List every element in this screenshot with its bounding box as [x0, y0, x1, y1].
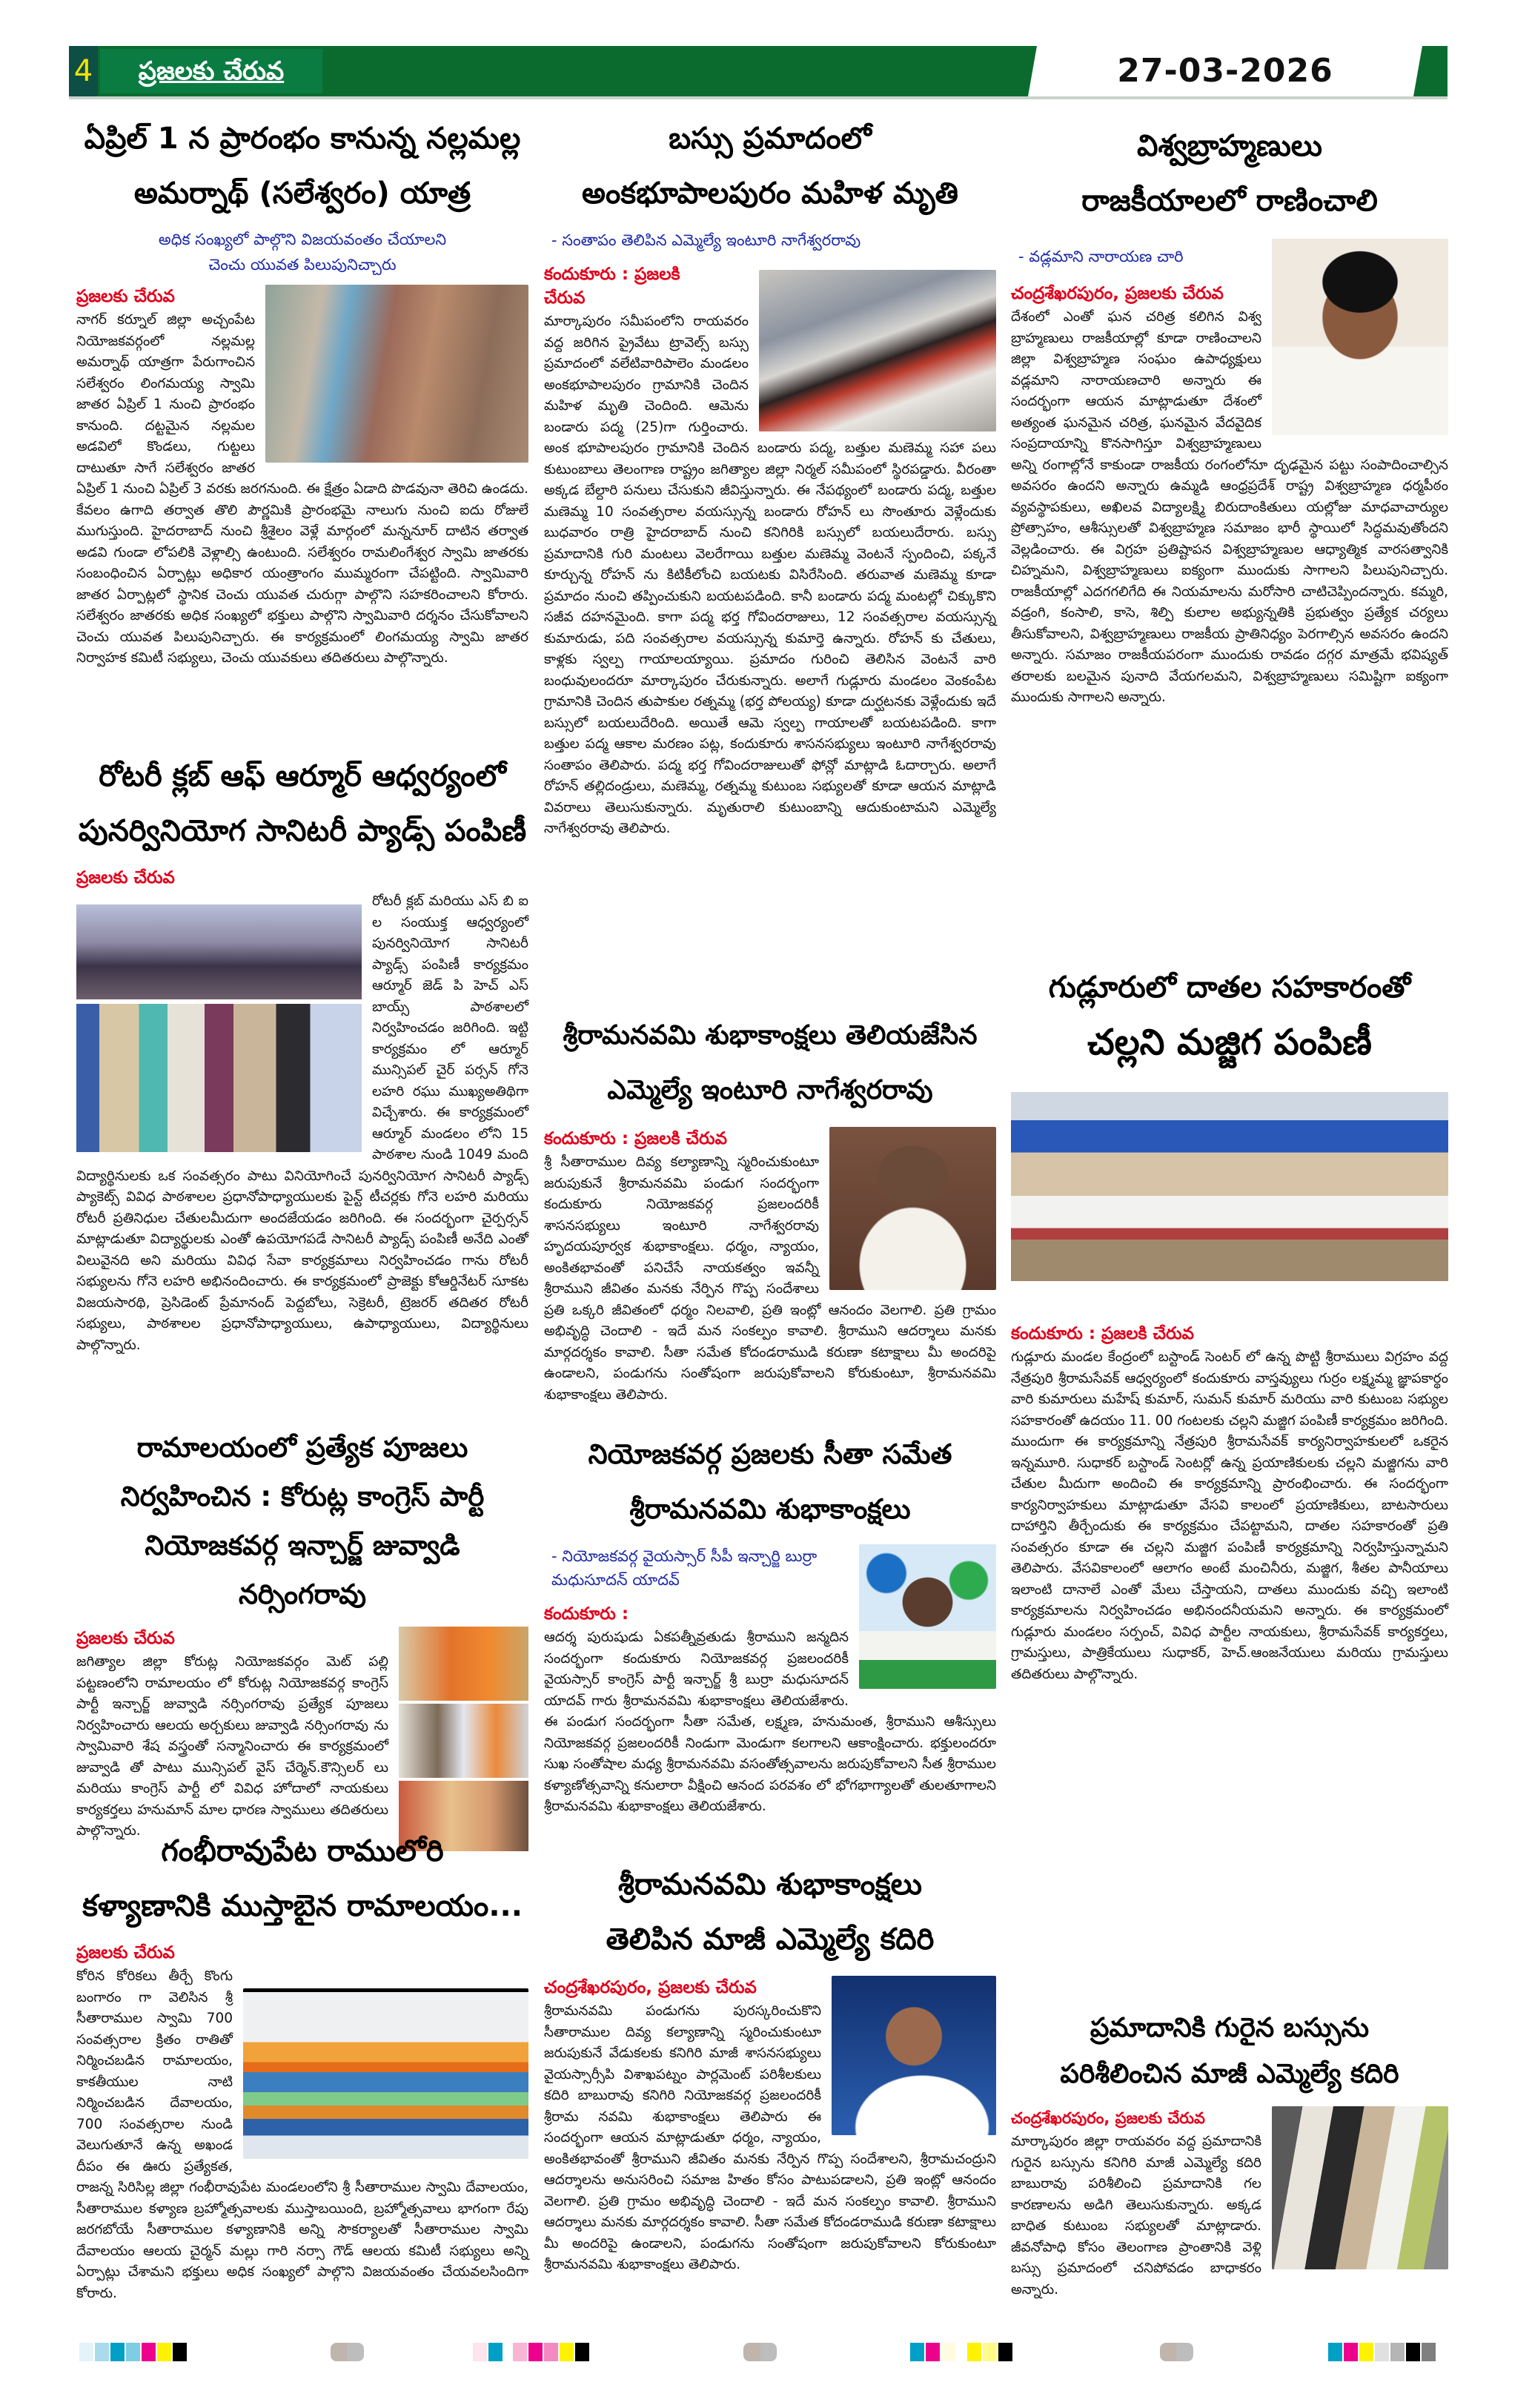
event-photos	[76, 891, 362, 1152]
headline: శ్రీరామనవమి శుభాకాంక్షలు	[629, 1493, 911, 1525]
headline: రోటరీ క్లబ్ ఆఫ్ ఆర్మూర్ ఆధ్వర్యంలో	[99, 759, 506, 793]
headline: కళ్యాణానికి ముస్తాబైన రామాలయం...	[82, 1889, 523, 1923]
article-buttermilk	[1011, 960, 1448, 1991]
article-body: శ్రీరామనవమి పండుగను పురస్కరించుకొని సీతారాముల దివ్య కల్యాణాన్ని స్మరించుకుంటూ జరుపుకునే వేడుకలకు కనిగిరి మాజీ శాసనసభ్యులు వైయస్సార్సీపి విశాఖపట్నం పార్లమెంట్ పరిశీలకులు కదిరి బాబురావు కనిగిరి నియోజకవర్గ ప్రజలందరికీ శ్రీరామ నవమి శుభాకాంక్షలు తెలిపారు ఈ సందర్భంగా ఆయన మాట్లాడుతూ ధర్మం, న్యాయం, అంకితభావంతో శ్రీరాముని జీవితం మనకు నేర్పిన గొప్ప సందేశాలని, శ్రీరామచంద్రుని ఆదర్శాలను అనుసరించి సమాజ హితం కోసం పాటుపడాలని, ప్రతి ఇంట్లో ఆనందం వెలగాలి. ప్రతి గ్రామం అభివృద్ధి చెందాలి - ఇదే మన సంకల్పం కావాలి. శ్రీరాముని ఆదర్శాలు మనకు మార్గదర్శకం కావాలి. సీతా సమేత కోదండరాముడి కరుణా కటాక్షాలు మీ అందరిపై ఉండాలని, పండుగను సంతోషంగా జరుపుకోవాలని కోరుకుంటూ శ్రీరామనవమి శుభాకాంక్షలు తెలిపారు.	[544, 2003, 996, 2272]
article-bus-accident	[544, 111, 996, 993]
headline: గుడ్లూరులో దాతల సహకారంతో	[1048, 970, 1411, 1005]
dateline: చంద్రశేఖరపురం, ప్రజలకు చేరువ	[1011, 2109, 1205, 2127]
article-body: ఆదర్శ పురుషుడు ఏకపత్నీవ్రతుడు శ్రీరాముని జన్మదిన సందర్భంగా కందుకూరు నియోజకవర్గ ప్రజలందరికీ వైయస్సార్ కాంగ్రెస్ పార్టీ ఇన్చార్జ్ శ్రీ బుర్రా మధుసూదన్ యాదవ్ గారు శ్రీరామనవమి శుభాకాంక్షలు తెలియజేశారు. ఈ పండుగ సందర్భంగా సీతా సమేత, లక్ష్మణ, హనుమంత, శ్రీరాముని ఆశీస్సులు నియోజకవర్గ ప్రజలందరికీ నిండుగా మెండుగా కలగాలని ఆకాంక్షించారు. భక్తులందరూ సుఖ సంతోషాల మధ్య శ్రీరామనవమి వసంతోత్సవాలను జరుపుకోవాలని సీత శ్రీరాముల కళ్యాణోత్సవాన్ని కనులారా వీక్షించి ఆనంద పరవశం లో భోగభాగ్యాలతో తులతూగాలని శ్రీరామనవమి శుభాకాంక్షలు తెలియజేశారు.	[544, 1630, 996, 1814]
masthead	[69, 46, 1448, 99]
subheadline-line: చెంచు యువత పిలుపునిచ్చారు	[208, 256, 397, 274]
mla-portrait	[829, 1127, 996, 1290]
headline: శ్రీరామనవమి శుభాకాంక్షలు	[618, 1868, 922, 1902]
dateline: చంద్రశేఖరపురం, ప్రజలకు చేరువ	[544, 1978, 757, 1997]
subheadline: - నియోజకవర్గ వైయస్సార్ సీపీ ఇన్చార్జి బుర్రా మధుసూదన్ యాదవ్	[551, 1547, 818, 1589]
article-kadiri-wishes	[544, 1857, 996, 2309]
temple-mandapam-photo	[243, 1988, 528, 2159]
article-nallamala	[76, 111, 528, 738]
article-burra-wishes	[544, 1427, 996, 1839]
registration-mark	[743, 2343, 777, 2361]
article-body: మార్కాపురం జిల్లా రాయవరం వద్ద ప్రమాదానికి గురైన బస్సును కనిగిరి మాజీ ఎమ్మెల్యే కదిరి బాబురావు పరిశీలించి ప్రమాదానికి గల కారణాలను అడిగి తెలుసుకున్నారు. అక్కడ బాధిత కుటుంబ సభ్యులతో మాట్లాడారు. జీవనోపాధి కోసం తెలంగాణ ప్రాంతానికి వెళ్లి బస్సు ప్రమాదంలో చనిపోవడం బాధాకరం అన్నారు.	[1011, 2134, 1261, 2298]
issue-date: 27-03-2026	[1117, 52, 1333, 90]
subheadline: - వడ్లమాని నారాయణ చారి	[1018, 248, 1184, 265]
article-body: జగిత్యాల జిల్లా కోరుట్ల నియోజకవర్గం మెట్ పల్లి పట్టణంలోని రామాలయం లో కోరుట్ల నియోజకవర్గ కాంగ్రెస్ పార్టీ ఇన్చార్జ్ జువ్వాడి నర్సింగరావు ప్రత్యేక పూజలు నిర్వహించారు ఆలయ అర్చకులు జువ్వాడి నర్సింగరావు ను స్వామివారి శేష వస్త్రంతో సన్మానించారు ఈ కార్యక్రమంలో జువ్వాడి తో పాటు మున్సిపల్ వైస్ చేర్మెన్.కౌన్సిలర్ లు మరియు కాంగ్రెస్ పార్టీ లో వివిధ హోదాలో నాయకులు కార్యకర్తలు హనుమాన్ మాల ధారణ స్వాములు తదితరులు పాల్గొన్నారు.	[76, 1654, 388, 1839]
headline: అంకభూపాలపురం మహిళ మృతి	[582, 176, 958, 211]
article-body: గుడ్లూరు మండల కేంద్రంలో బస్టాండ్ సెంటర్ లో ఉన్న పొట్టి శ్రీరాములు విగ్రహం వద్ద నేత్రపురి శ్రీరామసేవక్ ఆధ్వర్యంలో కందుకూరు వాస్తవ్యులు గుర్రం లక్ష్మమ్మ జ్ఞాపకార్థం వారి కుమారులు మహేష్ కుమార్, సుమన్ కుమార్ మరియు వారి కుటుంబ సభ్యుల సహకారంతో ఉదయం 11. 00 గంటలకు చల్లని మజ్జిగ పంపిణీ కార్యక్రమం జరిగింది. ముందుగా ఈ కార్యక్రమాన్ని నేత్రపురి శ్రీరామసేవక్ కార్యనిర్వాహకులలో ఒకరైన ఇన్నమూరి. సుధాకర్ బస్టాండ్ సెంటర్లో ఉన్న ప్రయాణికులకు చల్లని మజ్జిగను వారి చేతుల మీదుగా అందించి ఈ కార్యక్రమాన్ని ప్రారంభించారు. ఈ సందర్భంగా కార్యనిర్వాహకులు మాట్లాడుతూ వేసవి కాలంలో ప్రయాణికులు, బాటసారులు దాహార్తిని తీర్చేందుకు ఈ కార్యక్రమం చేపట్టామని, దాతల సహకారంతో ప్రతి సంవత్సరం కూడా ఈ చల్లని మజ్జిగ పంపిణీ కార్యక్రమాన్ని నిర్వహిస్తున్నామని తెలిపారు. వేసవికాలంలో ఆలాగం అంటే మంచినీరు, మజ్జిగ, శీతల పానీయాలు ఇలాంటి దానాలే ఎంతో మేలు చేస్తాయని, దాతలు ముందుకు వచ్చి ఇలాంటి కార్యక్రమాలను నిర్వహించడం అభినందనీయమని అన్నారు. ఈ కార్యక్రమంలో గుడ్లూరు మండలం సర్పంచ్, వివిధ పార్టీల నాయకులు, శ్రీరామసేవక్ కార్యకర్తలు, గ్రామస్తులు, పాత్రికేయులు సుధాకర్, హెచ్.ఆంజనేయులు మరియు గ్రామస్తులు తదితరులు పాల్గొన్నారు.	[1011, 1349, 1448, 1682]
headline: ప్రమాదానికి గురైన బస్సును	[1090, 2013, 1370, 2043]
dateline: కందుకూరు : ప్రజలకి చేరువ	[544, 265, 680, 308]
headline: రామాలయంలో ప్రత్యేక పూజలు	[136, 1432, 468, 1463]
article-ramalayam	[76, 1423, 528, 1839]
dateline: ప్రజలకు చేరువ	[76, 287, 175, 306]
dateline: చంద్రశేఖరపురం, ప్రజలకు చేరువ	[1011, 284, 1224, 303]
headline: నియోజకవర్గ ఇన్చార్జ్ జువ్వాడి నర్సింగరావు	[145, 1529, 460, 1610]
bus-inspection-photo	[1272, 2106, 1448, 2269]
dateline: కందుకూరు : ప్రజలకి చేరువ	[544, 1129, 727, 1148]
dateline: ప్రజలకు చేరువ	[76, 1629, 175, 1648]
narayana-chari-portrait	[1272, 239, 1448, 435]
headline: గంభీరావుపేట రాములోరి	[161, 1834, 444, 1868]
subheadline: - సంతాపం తెలిపిన ఎమ్మెల్యే ఇంటూరి నాగేశ్వరరావు	[551, 231, 861, 249]
article-gambhiraopet	[76, 1824, 528, 2309]
article-body: మార్కాపురం సమీపంలోని రాయవరం వద్ద జరిగిన ప్రైవేటు ట్రావెల్స్ బస్సు ప్రమాదంలో వలేటివారిపాలెం మండలం అంకభూపాలపురం గ్రామానికి చెందిన మహిళ మృతి చెందింది. ఆమెను బండారు పద్మ (25)గా గుర్తించారు. అంక భూపాలపురం గ్రామానికి చెందిన బండారు పద్మ, బత్తుల మణెమ్మ సహా పలు కుటుంబాలు తెలంగాణ రాష్ట్రం జగిత్యాల జిల్లా నిర్మల్ సమీపంలో స్థిరపడ్డారు. వీరంతా అక్కడ బేల్దారి పనులు చేసుకుని జీవిస్తున్నారు. ఈ నేపథ్యంలో బండారు పద్మ, బత్తుల మణెమ్మ 10 సంవత్సరాల వయస్సున్న బండారు రోహన్ లు సొంతూరు వెళ్లేందుకు బుధవారం రాత్రి హైదరాబాద్ నుంచి కనిగిరికి బస్సులో బయలుదేరారు. బస్సు ప్రమాదానికి గురి మంటలు వెలరేగాయి బత్తుల మణెమ్మ వెంటనే స్పందించి, పక్కనే కూర్చున్న రోహన్ ను కిటికీలోంచి బయటకు విసిరేసింది. తరువాత మణెమ్మ కూడా ప్రమాదం నుంచి తప్పించుకుని బయటపడింది. కానీ బండారు పద్మ మంటల్లో చిక్కుకొని సజీవ దహనమైంది. కాగా పద్మ భర్త గోవిందరాజులు, 12 సంవత్సరాల వయస్సున్న కుమారుడు, పది సంవత్సరాల వయస్సున్న కుమార్తె ఉన్నారు. రోహన్ కు చేతులు, కాళ్లకు స్వల్ప గాయాలయ్యాయి. ప్రమాదం గురించి తెలిసిన వెంటనే వారి బంధువులందరూ మార్కాపురం చేరుకున్నారు. అలాగే గుడ్లూరు మండలం వెంకంపేట గ్రామానికి చెందిన తుపాకుల రత్నమ్మ (భర్త పోలయ్య) కూడా దుర్ఘటనకు వెళ్లేందుకు ఇదే బస్సులో బయలుదేరింది. అయితే ఆమె స్వల్ప గాయాలతో బయటపడింది. కాగా బత్తుల పద్మ ఆకాల మరణం పట్ల, కందుకూరు శాసనసభ్యులు ఇంటూరి నాగేశ్వరరావు సంతాపం తెలిపారు. పద్మ భర్త గోవిందరాజులుతో ఫోన్లో మాట్లాడి ఓదార్చారు. అలాగే రోహన్ తల్లిదండ్రులు, మణెమ్మ, రత్నమ్మ కుటుంబ సభ్యులతో కూడా ఆయన మాట్లాడి వివరాలు తెలుసుకున్నారు. మృతురాలి కుటుంబాన్ని ఆదుకుంటామని ఎమ్మెల్యే నాగేశ్వరరావు తెలిపారు.	[544, 314, 996, 836]
registration-mark	[1160, 2343, 1193, 2361]
color-bar	[473, 2343, 589, 2361]
article-body: రోటరీ క్లబ్ మరియు ఎస్ బి ఐ ల సంయుక్త ఆధ్వర్యంలో పునర్వినియోగ సానిటరీ ప్యాడ్స్ పంపిణీ కార్యక్రమం ఆర్మూర్ జెడ్ పి హెచ్ ఎస్ బాయ్స్ పాఠశాలలో నిర్వహించడం జరిగింది. ఇట్టి కార్యక్రమం లో ఆర్మూర్ మున్సిపల్ చైర్ పర్సన్ గోనె లహరి రఘు ముఖ్యఅతిథిగా విచ్చేశారు. ఈ కార్యక్రమంలో ఆర్మూర్ మండలం లోని 15 పాఠశాల నుండి 1049 మంది విద్యార్థినులకు ఒక సంవత్సరం పాటు వినియోగించే పునర్వినియోగ సానిటరీ ప్యాడ్స్ ప్యాకెట్స్ వివిధ పాఠశాలల ప్రధానోపాధ్యాయులకు పైన్ట్ టీచర్లకు గోనె లహరి మరియు రోటరీ ప్రతినిధుల చేతులమీదుగా అందజేయడం జరిగింది. ఈ సందర్భంగా చైర్పర్సన్ మాట్లాడుతూ విద్యార్థులకు ఎంతో ఉపయోగపడే సానిటరీ ప్యాడ్స్ పంపిణీ అనేది ఎంతో విలువైనది అని మరియు వివిధ సేవా కార్యక్రమాలు నిర్వహించడం గాను రోటరీ సభ్యులను గోనె లహరి అభినందించారు. ఈ కార్యక్రమంలో ప్రాజెక్టు కోఆర్డినేటర్ సూకట విజయసారథి, ప్రెసిడెంట్ ప్రేమానంద్ పెద్దబోలు, సెక్రెటరీ, ట్రెజరర్ తదితర రోటరీ సభ్యులు, పాఠశాలల ప్రధానోపాధ్యాయులు, ఉపాధ్యాయులు, విద్యార్థినులు పాల్గొన్నారు.	[76, 893, 528, 1353]
headline: పరిశీలించిన మాజీ ఎమ్మెల్యే కదిరి	[1060, 2059, 1399, 2089]
headline: ఏప్రిల్ 1 న ప్రారంభం కానున్న నల్లమల్ల	[84, 122, 521, 156]
article-rotary	[76, 749, 528, 1401]
former-mla-portrait	[832, 1976, 996, 2135]
ysrcp-leader-portrait	[859, 1544, 996, 1689]
hospital-photo	[759, 270, 996, 431]
color-bar	[79, 2343, 187, 2361]
newspaper-title: ప్రజలకు చేరువ	[100, 49, 322, 93]
headline: నియోజకవర్గ ప్రజలకు సీతా సమేత	[588, 1438, 952, 1470]
headline: చల్లని మజ్జిగ పంపిణీ	[1087, 1022, 1372, 1063]
headline: బస్సు ప్రమాదంలో	[669, 122, 872, 156]
registration-mark	[331, 2343, 364, 2361]
headline: విశ్వబ్రాహ్మణులు	[1137, 129, 1322, 163]
temple-photo	[399, 1627, 528, 1701]
article-bus-inspection	[1011, 2005, 1448, 2309]
dateline: ప్రజలకు చేరువ	[76, 868, 175, 887]
temple-photos	[399, 1627, 528, 1851]
color-bar	[910, 2343, 1012, 2361]
article-body: నాగర్ కర్నూల్ జిల్లా అచ్చంపేట నియోజకవర్గంలో నల్లమల్ల అమర్నాథ్ యాత్రగా పేరుగాంచిన సలేశ్వరం లింగమయ్య స్వామి జాతర ఏప్రిల్ 1 నుంచి ప్రారంభం కానుంది. దట్టమైన నల్లమల అడవిలో కొండలు, గుట్టలు దాటుతూ సాగే సలేశ్వరం జాతర ఏప్రిల్ 1 నుంచి ఏప్రిల్ 3 వరకు జరగనుంది. ఈ క్షేత్రం ఏడాది పొడవునా తెరిచి ఉండదు. కేవలం ఉగాది తర్వాత తొలి పౌర్ణమికి ప్రారంభమై నాలుగు నుంచి ఐదు రోజులే ముగుస్తుంది. హైదరాబాద్ నుంచి శ్రీశైలం వెళ్లే మార్గంలో మన్ననూర్ దాటిన తర్వాత అడవి గుండా లోపలికి వెళ్లాల్సి ఉంటుంది. సలేశ్వరం రామలింగేశ్వర స్వామి జాతరకు సంబంధించిన ఏర్పాట్లు అధికార యంత్రాంగం ముమ్మరంగా చేపట్టింది. స్వామివారి జాతర ఏర్పాట్లలో స్థానిక చెంచు యువత చురుగ్గా పాల్గొని సహకరించాలని కోరారు. సలేశ్వరం జాతరకు అధిక సంఖ్యలో భక్తులు పాల్గొని స్వామివారి దర్శనం చేసుకోవాలని చెంచు యువత పిలుపునిచ్చారు. ఈ కార్యక్రమంలో లింగమయ్య స్వామి జాతర నిర్వాహక కమిటీ సభ్యులు, చెంచు యువకులు తదితరులు పాల్గొన్నారు.	[76, 312, 528, 666]
article-body: కోరిన కోరికలు తీర్చే కొంగు బంగారం గా వెలిసిన శ్రీ సీతారాముల స్వామి 700 సంవత్సరాల క్రితం రాతితో నిర్మించబడిన రామాలయం, కాకతీయుల నాటి నిర్మించబడిన దేవాలయం, 700 సంవత్సరాల నుండి వెలుగుతూనే ఉన్న అఖండ దీపం ఈ ఊరు ప్రత్యేకత, రాజన్న సిరిసిల్ల జిల్లా గంభీరావుపేట మండలంలోని శ్రీ సీతారాముల స్వామి దేవాలయం, సీతారాముల కళ్యాణ బ్రహ్మోత్సవాలకు ముస్తాబయింది, బ్రహ్మోత్సవాలు భాగంగా రేపు జరగబోయే సీతారాముల కళ్యాణానికి అన్ని సౌకర్యాలతో సీతారాముల స్వామి దేవాలయం ఆలయ చైర్మన్ మల్లు గారి నర్సా గౌడ్ ఆలయ కమిటీ సభ్యులు అన్ని ఏర్పాట్లు చేశామని భక్తులు అధిక సంఖ్యలో పాల్గొని విజయవంతం చేయవలసిందిగా కోరారు.	[76, 1968, 528, 2301]
article-body: దేశంలో ఎంతో ఘన చరిత్ర కలిగిన విశ్వ బ్రాహ్మణులు రాజకీయాల్లో కూడా రాణించాలని జిల్లా విశ్వబ్రాహ్మణ సంఘం ఉపాధ్యక్షులు వడ్లమాని నారాయణచారి అన్నారు ఈ సందర్భంగా ఆయన మాట్లాడుతూ దేశంలో అత్యంత ఘనమైన చరిత్ర, ఘనమైన వేదవైదిక సంప్రదాయాన్ని కొనసాగిస్తూ విశ్వబ్రాహ్మణులు అన్ని రంగాల్లోనే కాకుండా రాజకీయ రంగంలోనూ దృఢమైన పట్టు సంపాదించాల్సిన అవసరం ఉందని అన్నారు ఉమ్మడి ఆంధ్రప్రదేశ్ రాష్ట్ర విశ్వబ్రాహ్మణ ధర్మపీఠం వ్యవస్థాపకులు, అఖిలవ విద్యాలక్ష్మి బిరుదాంకితులు యల్లోజు మాధవాచార్యుల ప్రోత్సాహం, ఆశీస్సులతో విశ్వబ్రాహ్మణ సమాజం భారీ స్థాయిలో సిద్ధమవుతోందని వెల్లడించారు. ఈ విగ్రహ ప్రతిష్టాపన విశ్వబ్రాహ్మణుల ఆధ్యాత్మిక వారసత్వానికి చిహ్నమని, విశ్వబ్రాహ్మణులు ఐక్యంగా ముందుకు సాగాలని పిలుపునిచ్చారు. రాజకీయాల్లో ఎదగగలిగేది ఈ నియమాలను మరోసారి చాటిచెప్పిందన్నారు. కమ్మరి, వడ్రంగి, కంసాలి, కాసె, శిల్పి కులాల అభ్యున్నతికి ప్రభుత్వం ప్రత్యేక చర్యలు తీసుకోవాలని, విశ్వబ్రాహ్మణులు రాజకీయ ప్రాతినిధ్యం పెరగాల్సిన అవసరం ఉందని అన్నారు. సమాజం రాజకీయపరంగా ముందుకు రావడం దగ్గర మాత్రమే భవిష్యత్ తరాలకు బలమైన పునాది వేయగలమని, విశ్వబ్రాహ్మణులు సమిష్టిగా ఐక్యంగా ముందుకు సాగాలని అన్నారు.	[1011, 309, 1448, 705]
color-bar	[1328, 2343, 1436, 2361]
headline: ఎమ్మెల్యే ఇంటూరి నాగేశ్వరరావు	[607, 1075, 933, 1105]
page-number: 4	[69, 46, 98, 96]
headline: శ్రీరామనవమి శుభాకాంక్షలు తెలియజేసిన	[563, 1020, 978, 1051]
headline: పునర్వినియోగ సానిటరీ ప్యాడ్స్ పంపిణీ	[78, 814, 527, 848]
buttermilk-distribution-photo	[1011, 1092, 1448, 1281]
headline: రాజకీయాలలో రాణించాలి	[1081, 184, 1378, 218]
dateline: కందుకూరు : ప్రజలకి చేరువ	[1011, 1324, 1194, 1343]
group-photo	[76, 904, 362, 999]
waterfall-photo	[265, 285, 528, 463]
subheadline	[106, 227, 499, 277]
temple-photo	[399, 1704, 528, 1778]
headline: అమర్నాథ్ (సలేశ్వరం) యాత్ర	[133, 176, 471, 211]
dateline: ప్రజలకు చేరువ	[76, 1943, 175, 1962]
article-inturi-wishes	[544, 1008, 996, 1412]
subheadline-line: అధిక సంఖ్యలో పాల్గొని విజయవంతం చేయాలని	[158, 231, 447, 248]
article-vishwabrahmin	[1011, 111, 1448, 942]
handover-photo	[76, 1004, 362, 1152]
headline: నిర్వహించిన : కోరుట్ల కాంగ్రెస్ పార్టీ	[120, 1481, 485, 1512]
headline: తెలిపిన మాజీ ఎమ్మెల్యే కదిరి	[606, 1922, 935, 1956]
dateline: కందుకూరు :	[544, 1604, 629, 1624]
article-body: శ్రీ సీతారాముల దివ్య కల్యాణాన్ని స్మరించుకుంటూ జరుపుకునే శ్రీరామనవమి పండుగ సందర్భంగా కందుకూరు నియోజకవర్గ ప్రజలందరికీ శాసనసభ్యులు ఇంటూరి నాగేశ్వరరావు హృదయపూర్వక శుభాకాంక్షలు. ధర్మం, న్యాయం, అంకితభావంతో పనిచేసే నాయకత్వం ఇవన్నీ శ్రీరాముని జీవితం మనకు నేర్పిన గొప్ప సందేశాలు ప్రతి ఒక్కరి జీవితంలో ధర్మం నిలవాలి, ప్రతి ఇంట్లో ఆనందం వెలగాలి. ప్రతి గ్రామం అభివృద్ధి చెందాలి - ఇదే మన సంకల్పం కావాలి. శ్రీరాముని ఆదర్శాలు మనకు మార్గదర్శకం కావాలి. సీతా సమేత కోదండరాముడి కరుణా కటాక్షాలు మీ అందరిపై ఉండాలని, పండుగను సంతోషంగా జరుపుకోవాలని కోరుకుంటూ, శ్రీరామనవమి శుభాకాంక్షలు తెలిపారు.	[544, 1154, 996, 1403]
